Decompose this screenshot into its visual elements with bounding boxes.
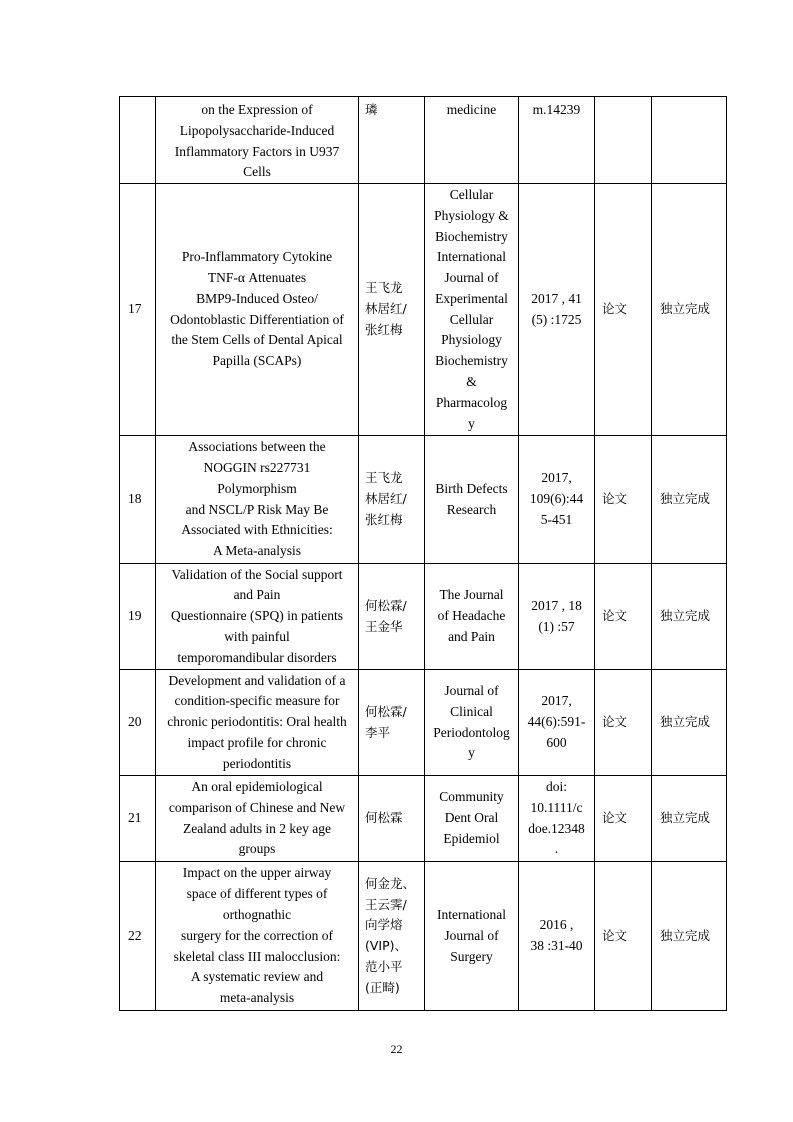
table-row — [120, 776, 727, 862]
row-number: 20 — [120, 670, 156, 776]
publication-type: 论文 — [595, 670, 652, 776]
completion-note — [652, 97, 727, 184]
completion-note: 独立完成 — [652, 184, 727, 436]
table-row — [120, 436, 727, 564]
journal: Journal of Clinical Periodontolog y — [425, 670, 519, 776]
authors: 王飞龙 林居红/ 张红梅 — [359, 436, 425, 564]
journal: International Journal of Surgery — [425, 862, 519, 1011]
completion-note: 独立完成 — [652, 776, 727, 862]
page-number: 22 — [390, 1042, 403, 1056]
authors: 璘 — [359, 97, 425, 184]
publications-table — [119, 96, 727, 1011]
row-number: 21 — [120, 776, 156, 862]
publication-info: 2017, 109(6):44 5-451 — [519, 436, 595, 564]
completion-note: 独立完成 — [652, 670, 727, 776]
publication-type: 论文 — [595, 862, 652, 1011]
publication-type: 论文 — [595, 776, 652, 862]
row-number: 22 — [120, 862, 156, 1011]
publication-type: 论文 — [595, 564, 652, 670]
row-number: 17 — [120, 184, 156, 436]
journal: medicine — [425, 97, 519, 184]
table-row — [120, 564, 727, 670]
journal: The Journal of Headache and Pain — [425, 564, 519, 670]
publication-type: 论文 — [595, 436, 652, 564]
publication-info: 2017 , 41 (5) :1725 — [519, 184, 595, 436]
table-row — [120, 97, 727, 184]
publication-info: 2016 , 38 :31-40 — [519, 862, 595, 1011]
completion-note: 独立完成 — [652, 436, 727, 564]
authors: 何松霖 — [359, 776, 425, 862]
authors: 何金龙、 王云霁/ 向学熔 (VIP)、 范小平 (正畸) — [359, 862, 425, 1011]
journal: Cellular Physiology & Biochemistry International Journal of Experimental Cellular Physiology Biochemistry & Pharmacolog y — [425, 184, 519, 436]
row-number: 18 — [120, 436, 156, 564]
paper-title: Impact on the upper airway space of different types of orthognathic surgery for the correction of skeletal class III malocclusion: A systematic review and meta-analysis — [156, 862, 359, 1011]
row-number — [120, 97, 156, 184]
publication-type — [595, 97, 652, 184]
publication-type: 论文 — [595, 184, 652, 436]
paper-title: Pro-Inflammatory Cytokine TNF-α Attenuates BMP9-Induced Osteo/ Odontoblastic Differentiation of the Stem Cells of Dental Apical Papilla (SCAPs) — [156, 184, 359, 436]
completion-note: 独立完成 — [652, 564, 727, 670]
paper-title: Development and validation of a condition-specific measure for chronic periodontitis: Oral health impact profile for chronic periodontitis — [156, 670, 359, 776]
completion-note: 独立完成 — [652, 862, 727, 1011]
authors: 何松霖/ 李平 — [359, 670, 425, 776]
publication-info: doi: 10.1111/c doe.12348 . — [519, 776, 595, 862]
table-row — [120, 670, 727, 776]
authors: 何松霖/ 王金华 — [359, 564, 425, 670]
table-row — [120, 862, 727, 1011]
row-number: 19 — [120, 564, 156, 670]
publication-info: m.14239 — [519, 97, 595, 184]
paper-title: An oral epidemiological comparison of Chinese and New Zealand adults in 2 key age groups — [156, 776, 359, 862]
table-row — [120, 184, 727, 436]
publication-info: 2017 , 18 (1) :57 — [519, 564, 595, 670]
paper-title: Validation of the Social support and Pain Questionnaire (SPQ) in patients with painful temporomandibular disorders — [156, 564, 359, 670]
paper-title: on the Expression of Lipopolysaccharide-Induced Inflammatory Factors in U937 Cells — [156, 97, 359, 184]
journal: Community Dent Oral Epidemiol — [425, 776, 519, 862]
journal: Birth Defects Research — [425, 436, 519, 564]
paper-title: Associations between the NOGGIN rs227731 Polymorphism and NSCL/P Risk May Be Associated with Ethnicities: A Meta-analysis — [156, 436, 359, 564]
publication-info: 2017, 44(6):591- 600 — [519, 670, 595, 776]
authors: 王飞龙 林居红/ 张红梅 — [359, 184, 425, 436]
